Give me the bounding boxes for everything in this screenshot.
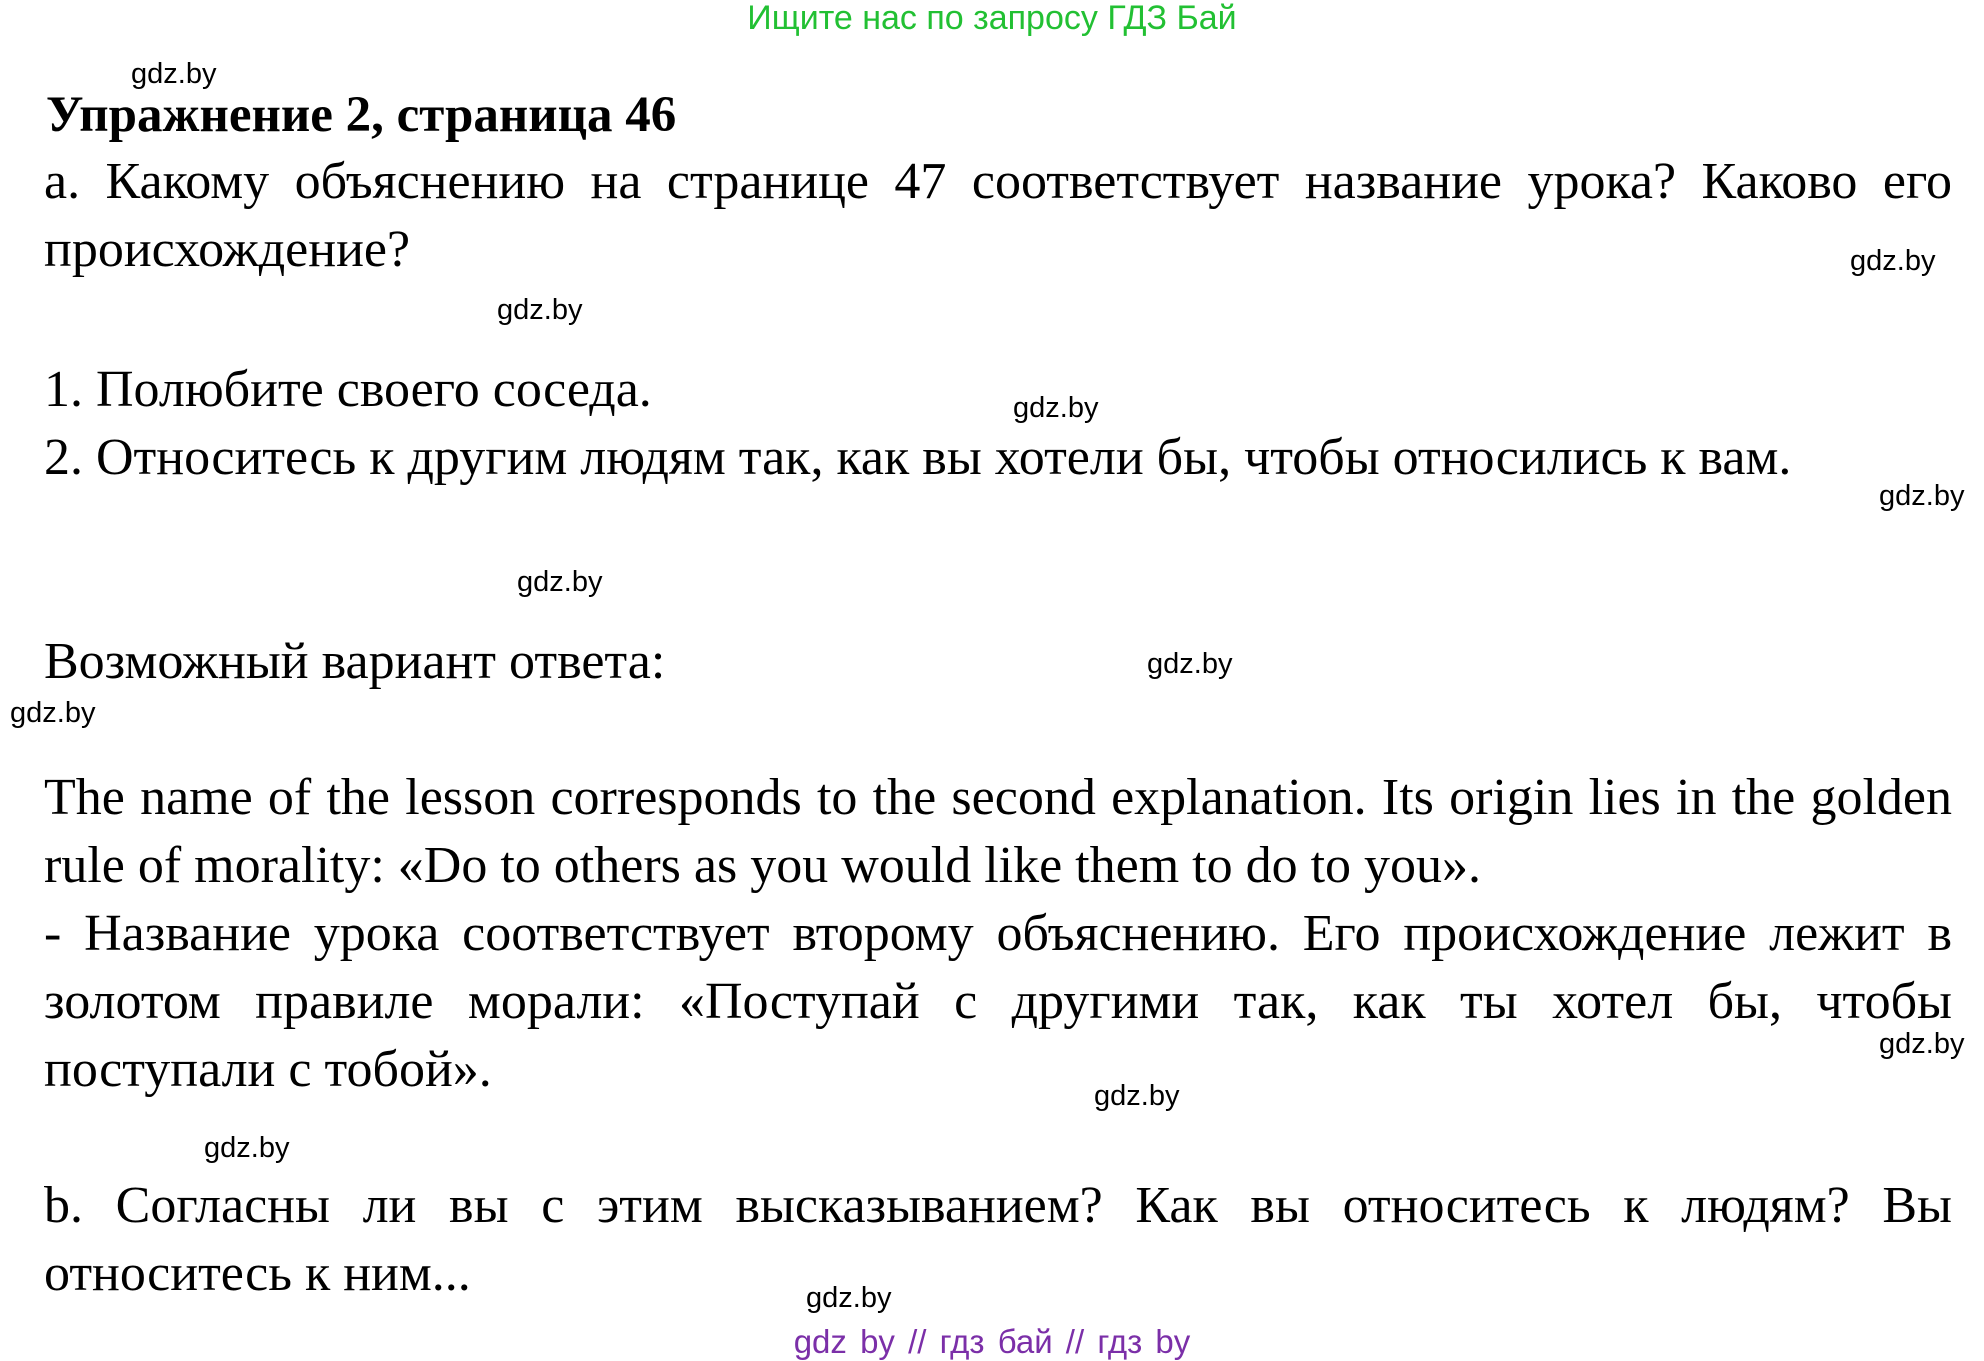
watermark: gdz.by bbox=[131, 58, 217, 90]
option-2: 2. Относитесь к другим людям так, как вы хотели бы, чтобы относились к вам. bbox=[44, 429, 1792, 486]
option-1: 1. Полюбите своего соседа. bbox=[44, 361, 652, 418]
watermark: gdz.by bbox=[1879, 480, 1965, 512]
watermark: gdz.by bbox=[806, 1282, 892, 1314]
watermark: gdz.by bbox=[1879, 1028, 1965, 1060]
question-a: a. Какому объяснению на странице 47 соответствует название урока? Каково его происхождение? bbox=[44, 153, 1952, 278]
question-b: b. Согласны ли вы с этим высказыванием? Как вы относитесь к людям? Вы относитесь к ним... bbox=[44, 1177, 1952, 1302]
answer-english: The name of the lesson corresponds to the second explanation. Its origin lies in the golden rule of morality: «Do to others as you would like them to do to you». bbox=[44, 769, 1952, 894]
watermark: gdz.by bbox=[1013, 392, 1099, 424]
watermark: gdz.by bbox=[1147, 648, 1233, 680]
watermark: gdz.by bbox=[517, 566, 603, 598]
watermark: gdz.by bbox=[1094, 1080, 1180, 1112]
exercise-title: Упражнение 2, страница 46 bbox=[46, 87, 677, 143]
answer-russian: - Название урока соответствует второму объяснению. Его происхождение лежит в золотом правиле морали: «Поступай с другими так, как ты хотел бы, чтобы поступали с тобой». bbox=[44, 905, 1952, 1098]
watermark: gdz.by bbox=[204, 1132, 290, 1164]
watermark: gdz.by bbox=[497, 294, 583, 326]
footer-links: gdz by // гдз бай // гдз by bbox=[793, 1323, 1191, 1360]
answer-heading: Возможный вариант ответа: bbox=[44, 633, 666, 690]
watermark: gdz.by bbox=[1850, 245, 1936, 277]
watermark: gdz.by bbox=[10, 697, 96, 729]
top-banner: Ищите нас по запросу ГДЗ Бай bbox=[747, 0, 1237, 37]
